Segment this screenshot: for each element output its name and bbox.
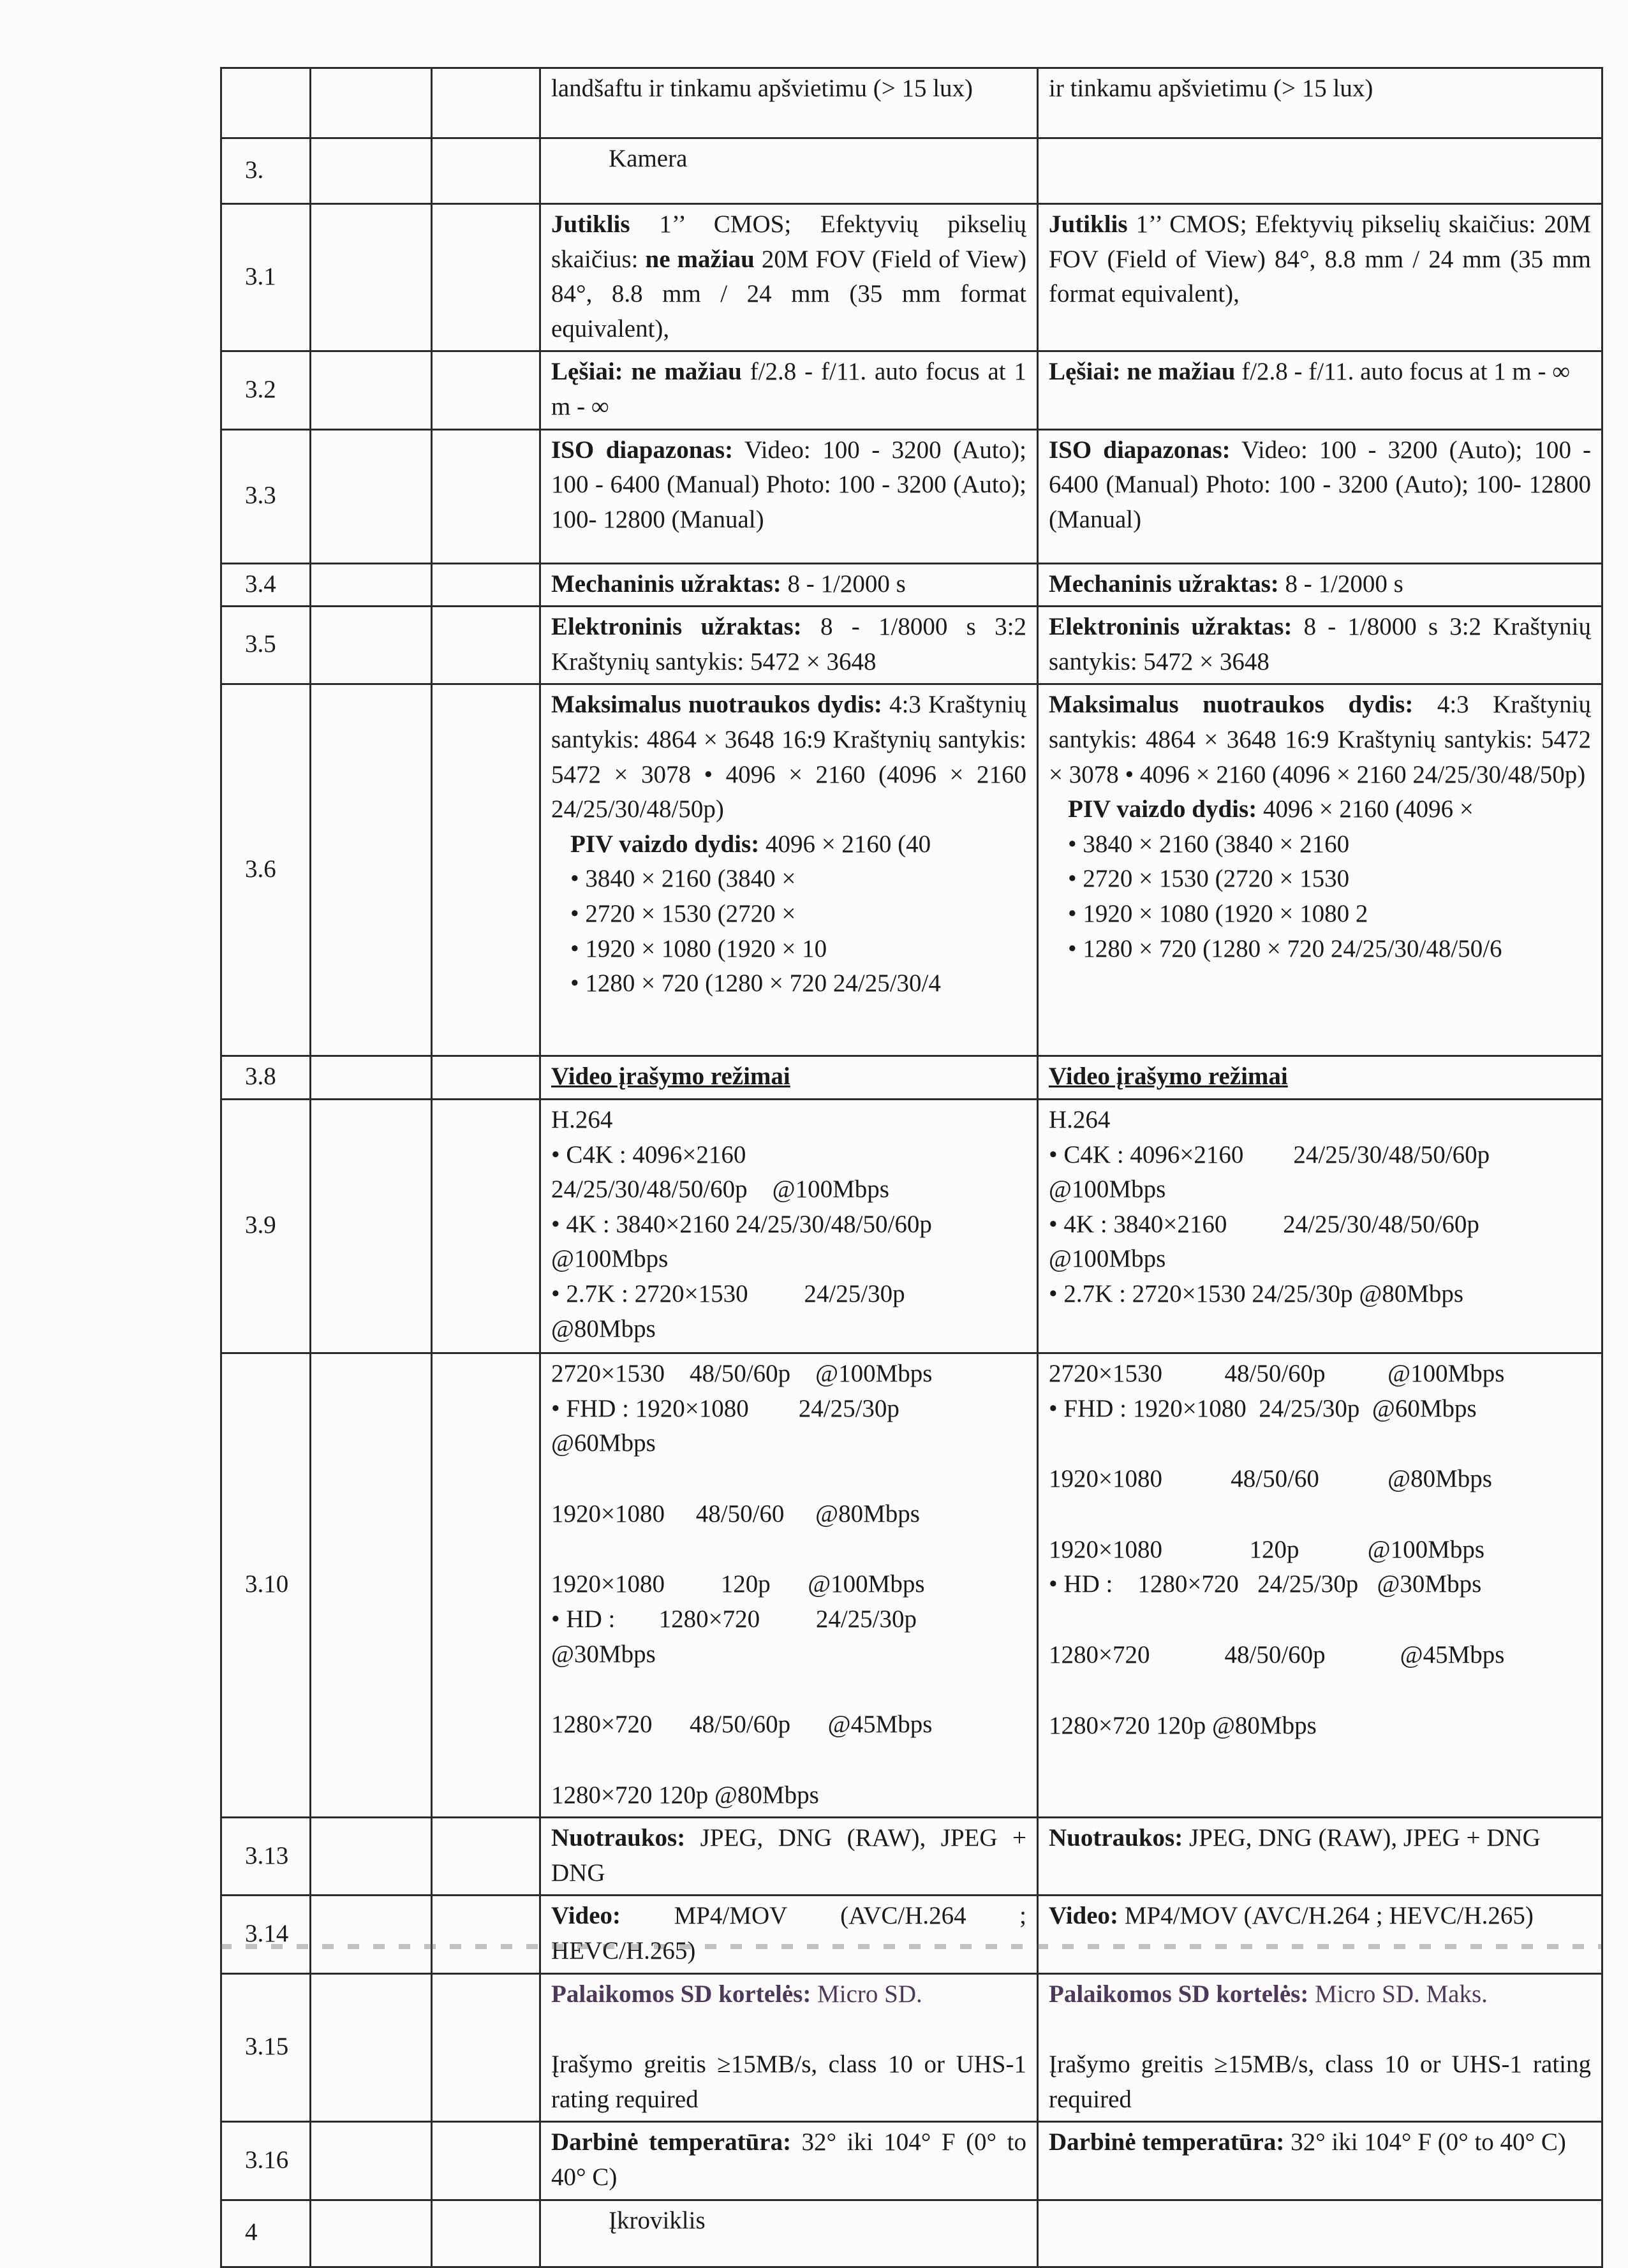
field-label: Mechaninis užraktas: — [551, 570, 781, 598]
mode-line: • HD : 1280×720 24/25/30p @30Mbps — [1049, 1570, 1482, 1598]
requirement-cell — [540, 429, 1038, 563]
field-label: Lęšiai: ne mažiau — [1049, 358, 1236, 386]
offer-cell — [1038, 1818, 1602, 1896]
requirement-cell — [540, 1099, 1038, 1353]
offer-cell — [1038, 1973, 1602, 2122]
field-label: Darbinė temperatūra: — [551, 2128, 792, 2156]
mode-line: • FHD : 1920×1080 24/25/30p @60Mbps — [1049, 1394, 1477, 1422]
table-row — [221, 1353, 1602, 1817]
table-row — [221, 1056, 1602, 1100]
field-label: Maksimalus nuotraukos dydis: — [551, 691, 882, 719]
piv-line: • 1280 × 720 (1280 × 720 24/25/30/4 — [570, 969, 941, 998]
mode-line: • FHD : 1920×1080 24/25/30p — [551, 1394, 899, 1422]
spec-table — [220, 67, 1603, 2268]
emphasis-text: ne mažiau — [645, 245, 755, 273]
field-text: Micro SD. — [811, 1980, 922, 2008]
empty-cell — [432, 1973, 540, 2122]
offer-cell — [1038, 204, 1602, 351]
mode-line: 1920×1080 120p @100Mbps — [1049, 1535, 1485, 1563]
row-number: 3.8 — [221, 1056, 311, 1100]
empty-cell — [432, 204, 540, 351]
mode-line: 1280×720 48/50/60p @45Mbps — [1049, 1640, 1505, 1668]
piv-line: • 3840 × 2160 (3840 × 2160 — [1068, 830, 1350, 858]
sd-line — [1049, 1977, 1591, 2012]
empty-cell — [432, 684, 540, 1056]
mode-line: 24/25/30/48/50/60p @100Mbps — [551, 1175, 889, 1204]
empty-cell — [432, 1896, 540, 1973]
mode-line: 1920×1080 48/50/60 @80Mbps — [551, 1499, 920, 1528]
row-number: 3.15 — [221, 1973, 311, 2122]
empty-cell — [311, 138, 432, 204]
empty-cell — [432, 1353, 540, 1817]
mode-line: @80Mbps — [551, 1314, 656, 1343]
field-label: PIV vaizdo dydis: — [1068, 795, 1257, 823]
scan-artifact — [220, 1944, 1601, 1949]
field-text: Įrašymo greitis ≥15MB/s, class 10 or UHS-1 rating required — [1049, 2051, 1591, 2113]
table-row — [221, 1099, 1602, 1353]
offer-text: ir tinkamu apšvietimu (> 15 lux) — [1049, 75, 1373, 102]
row-number: 3.2 — [221, 351, 311, 429]
requirement-cell — [540, 607, 1038, 684]
row-number: 3.9 — [221, 1099, 311, 1353]
field-text: 1’’ CMOS; Efektyvių pikselių skaičius: — [551, 210, 1026, 273]
row-number: 3.1 — [221, 204, 311, 351]
field-text: 8 - 1/2000 s — [781, 570, 906, 598]
offer-cell — [1038, 1056, 1602, 1100]
offer-cell — [1038, 607, 1602, 684]
table-row — [221, 1896, 1602, 1973]
table-row — [221, 2200, 1602, 2267]
empty-cell — [311, 563, 432, 607]
field-text: 4:3 Kraštynių santykis: 4864 × 3648 16:9 Kraštynių santykis: 5472 × 3078 • 4096 × 2160 (4096 × 2160 24/25/30/48/50p) — [551, 691, 1026, 823]
piv-line — [551, 827, 1026, 862]
requirement-cell — [540, 1973, 1038, 2122]
empty-cell — [311, 204, 432, 351]
empty-cell — [432, 1099, 540, 1353]
empty-cell — [311, 68, 432, 138]
requirement-cell — [540, 1353, 1038, 1817]
empty-cell — [432, 429, 540, 563]
piv-line: • 1920 × 1080 (1920 × 1080 2 — [1068, 899, 1368, 927]
field-text: JPEG, DNG (RAW), JPEG + DNG — [551, 1824, 1026, 1887]
table-row — [221, 204, 1602, 351]
requirement-cell — [540, 684, 1038, 1056]
field-label: ISO diapazonas: — [551, 436, 734, 464]
field-text: Įrašymo greitis ≥15MB/s, class 10 or UHS-1 rating required — [551, 2051, 1026, 2113]
empty-cell — [311, 1099, 432, 1353]
empty-cell — [432, 563, 540, 607]
requirement-cell — [540, 563, 1038, 607]
field-label: Jutiklis — [1049, 210, 1128, 238]
spacer-line — [551, 1742, 1026, 1778]
table-row — [221, 607, 1602, 684]
field-text: 8 - 1/2000 s — [1278, 570, 1403, 598]
empty-cell — [311, 1973, 432, 2122]
spacer — [551, 2012, 1026, 2047]
field-text: JPEG, DNG (RAW), JPEG + DNG — [1183, 1824, 1541, 1852]
field-text: 8 - 1/8000 s 3:2 Kraštynių santykis: 5472 × 3648 — [551, 613, 1026, 675]
field-label: Video: — [1049, 1902, 1119, 1930]
empty-cell — [311, 1896, 432, 1973]
field-label: Darbinė temperatūra: — [1049, 2128, 1285, 2156]
field-label: Palaikomos SD kortelės: — [551, 1980, 811, 2008]
field-label: PIV vaizdo dydis: — [570, 830, 760, 858]
field-label: Video: — [551, 1902, 621, 1930]
field-text: f/2.8 - f/11. auto focus at 1 m - ∞ — [551, 358, 1027, 420]
row-number: 3.14 — [221, 1896, 311, 1973]
mode-line: • C4K : 4096×2160 24/25/30/48/50/60p — [1049, 1140, 1490, 1168]
mode-line: 1920×1080 120p @100Mbps — [551, 1570, 925, 1598]
field-text: Micro SD. Maks. — [1308, 1980, 1488, 2008]
empty-cell — [432, 68, 540, 138]
row-number: 4 — [221, 2200, 311, 2267]
row-number: 3.5 — [221, 607, 311, 684]
empty-cell — [311, 2200, 432, 2267]
requirement-cell — [540, 204, 1038, 351]
piv-line: • 1920 × 1080 (1920 × 10 — [570, 934, 827, 962]
field-text: f/2.8 - f/11. auto focus at 1 m - ∞ — [1235, 358, 1571, 386]
requirement-cell — [540, 2122, 1038, 2200]
row-number: 3.16 — [221, 2122, 311, 2200]
offer-cell — [1038, 351, 1602, 429]
piv-line: • 3840 × 2160 (3840 × — [570, 865, 796, 893]
row-number: 3.10 — [221, 1353, 311, 1817]
empty-cell — [311, 607, 432, 684]
field-label: ISO diapazonas: — [1049, 436, 1231, 464]
empty-cell — [432, 1056, 540, 1100]
field-label: Video įrašymo režimai — [551, 1063, 790, 1091]
table-row — [221, 351, 1602, 429]
spacer-line — [551, 1461, 1026, 1497]
row-number: 3.6 — [221, 684, 311, 1056]
spacer-line — [1049, 1497, 1591, 1533]
mode-line: • 4K : 3840×2160 24/25/30/48/50/60p — [1049, 1210, 1479, 1238]
requirement-cell — [540, 68, 1038, 138]
spacer-line — [1049, 1426, 1591, 1462]
field-text: 4:3 Kraštynių santykis: 4864 × 3648 16:9 Kraštynių santykis: 5472 × 3078 • 4096 × 2160 (4096 × 2160 24/25/30/48/50p) — [1049, 691, 1591, 788]
spacer-line — [551, 1531, 1026, 1567]
requirement-cell — [540, 1818, 1038, 1896]
requirement-cell — [540, 1896, 1038, 1973]
field-text: Video: 100 - 3200 (Auto); 100 - 6400 (Manual) Photo: 100 - 3200 (Auto); 100- 12800 (Manual) — [551, 436, 1026, 533]
field-label: Mechaninis užraktas: — [1049, 570, 1279, 598]
empty-cell — [432, 351, 540, 429]
mode-line: 1280×720 120p @80Mbps — [551, 1781, 819, 1809]
table-row — [221, 1818, 1602, 1896]
offer-cell — [1038, 684, 1602, 1056]
table-row — [221, 684, 1602, 1056]
table-row — [221, 2122, 1602, 2200]
empty-cell — [432, 2200, 540, 2267]
field-text: 8 - 1/8000 s 3:2 Kraštynių santykis: 5472 × 3648 — [1049, 613, 1591, 675]
mode-line: • HD : 1280×720 24/25/30p — [551, 1605, 917, 1633]
empty-cell — [311, 2122, 432, 2200]
mode-line: • C4K : 4096×2160 — [551, 1140, 746, 1168]
field-label: Elektroninis užraktas: — [1049, 613, 1292, 641]
mode-line: @100Mbps — [551, 1245, 669, 1273]
mode-line: • 2.7K : 2720×1530 24/25/30p — [551, 1279, 905, 1307]
empty-cell — [432, 138, 540, 204]
offer-cell — [1038, 429, 1602, 563]
mode-line: @30Mbps — [551, 1640, 656, 1668]
table-row — [221, 68, 1602, 138]
offer-cell — [1038, 2200, 1602, 2267]
empty-cell — [311, 1056, 432, 1100]
field-label: Maksimalus nuotraukos dydis: — [1049, 691, 1414, 719]
spacer — [1049, 2012, 1591, 2047]
row-number: 3.13 — [221, 1818, 311, 1896]
mode-line: 2720×1530 48/50/60p @100Mbps — [1049, 1359, 1505, 1387]
empty-cell — [311, 684, 432, 1056]
field-text: 1’’ CMOS; Efektyvių pikselių skaičius: 20M FOV (Field of View) 84°, 8.8 mm / 24 mm (35 mm format equivalent), — [1049, 210, 1591, 308]
table-row — [221, 563, 1602, 607]
spacer-line — [551, 1672, 1026, 1707]
table-row — [221, 429, 1602, 563]
empty-cell — [311, 1353, 432, 1817]
requirement-cell — [540, 1056, 1038, 1100]
offer-cell — [1038, 1353, 1602, 1817]
field-text: Video: 100 - 3200 (Auto); 100 - 6400 (Manual) Photo: 100 - 3200 (Auto); 100- 12800 (Manual) — [1049, 436, 1591, 533]
mode-line: H.264 — [551, 1105, 613, 1133]
field-label: Nuotraukos: — [1049, 1824, 1183, 1852]
offer-cell — [1038, 68, 1602, 138]
row-number — [221, 68, 311, 138]
mode-line: 1280×720 48/50/60p @45Mbps — [551, 1711, 933, 1739]
section-title: Kamera — [609, 145, 688, 172]
row-number: 3.4 — [221, 563, 311, 607]
row-number: 3. — [221, 138, 311, 204]
piv-line — [1049, 792, 1591, 827]
spacer-line — [1049, 1602, 1591, 1638]
table-row — [221, 138, 1602, 204]
mode-line: 1920×1080 48/50/60 @80Mbps — [1049, 1465, 1492, 1493]
empty-cell — [311, 351, 432, 429]
mode-line: @100Mbps — [1049, 1175, 1166, 1204]
mode-line: H.264 — [1049, 1105, 1111, 1133]
field-label: Elektroninis užraktas: — [551, 613, 802, 641]
offer-cell — [1038, 138, 1602, 204]
field-text: MP4/MOV (AVC/H.264 ; HEVC/H.265) — [551, 1902, 1026, 1965]
row-number: 3.3 — [221, 429, 311, 563]
piv-line: • 1280 × 720 (1280 × 720 24/25/30/48/50/6 — [1068, 934, 1502, 962]
requirement-cell — [540, 2200, 1038, 2267]
mode-line: • 2.7K : 2720×1530 24/25/30p @80Mbps — [1049, 1279, 1464, 1307]
mode-line: 2720×1530 48/50/60p @100Mbps — [551, 1359, 933, 1387]
offer-cell — [1038, 1099, 1602, 1353]
field-label: Video įrašymo režimai — [1049, 1063, 1288, 1091]
offer-cell — [1038, 563, 1602, 607]
field-label: Lęšiai: ne mažiau — [551, 358, 742, 386]
offer-cell — [1038, 2122, 1602, 2200]
empty-cell — [432, 607, 540, 684]
section-title: Įkroviklis — [609, 2206, 706, 2234]
field-label: Palaikomos SD kortelės: — [1049, 1980, 1309, 2008]
field-text: 20M FOV (Field of View) 84°, 8.8 mm / 24 mm (35 mm format equivalent), — [551, 245, 1026, 342]
mode-line: 1280×720 120p @80Mbps — [1049, 1711, 1317, 1739]
table-row — [221, 1973, 1602, 2122]
field-text: 32° iki 104° F (0° to 40° C) — [551, 2128, 1026, 2191]
empty-cell — [311, 429, 432, 563]
field-text: 4096 × 2160 (40 — [759, 830, 931, 858]
requirement-text: landšaftu ir tinkamu apšvietimu (> 15 lux) — [551, 75, 973, 102]
field-text: 4096 × 2160 (4096 × — [1257, 795, 1474, 823]
requirement-cell — [540, 351, 1038, 429]
sd-line — [551, 1977, 1026, 2012]
field-text: MP4/MOV (AVC/H.264 ; HEVC/H.265) — [1118, 1902, 1534, 1930]
empty-cell — [432, 2122, 540, 2200]
piv-line: • 2720 × 1530 (2720 × 1530 — [1068, 865, 1350, 893]
field-label: Jutiklis — [551, 210, 630, 238]
field-label: Nuotraukos: — [551, 1824, 686, 1852]
spacer-line — [1049, 1673, 1591, 1709]
requirement-cell — [540, 138, 1038, 204]
empty-cell — [311, 1818, 432, 1896]
mode-line: @60Mbps — [551, 1429, 656, 1457]
field-text: 32° iki 104° F (0° to 40° C) — [1284, 2128, 1566, 2156]
empty-cell — [432, 1818, 540, 1896]
offer-cell — [1038, 1896, 1602, 1973]
mode-line: • 4K : 3840×2160 24/25/30/48/50/60p — [551, 1210, 932, 1238]
piv-line: • 2720 × 1530 (2720 × — [570, 899, 796, 927]
mode-line: @100Mbps — [1049, 1245, 1166, 1273]
